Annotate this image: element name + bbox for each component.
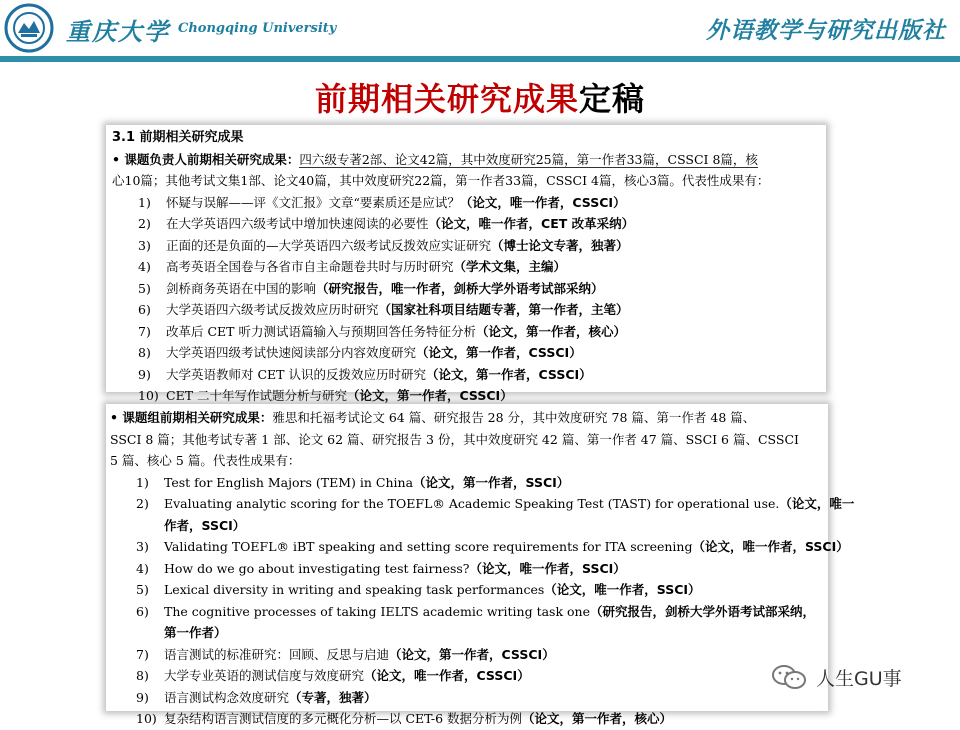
item-body <box>164 579 701 601</box>
item-body <box>166 192 626 214</box>
team-paragraph-line-2: SSCI 8 篇；其他考试专著 1 部、论文 62 篇、研究报告 3 份，其中效度研究 42 篇、第一作者 47 篇、SSCI 6 篇、CSSCI <box>110 431 799 447</box>
watermark-text: 人生GU事 <box>816 667 902 690</box>
list-item <box>110 536 849 558</box>
team-results-list <box>110 472 855 730</box>
list-item <box>112 342 826 364</box>
item-number: 5) <box>136 582 149 597</box>
item-meta: （专著，独著） <box>289 689 377 705</box>
section-heading: 3.1 前期相关研究成果 <box>112 130 244 145</box>
item-title: 改革后 CET 听力测试语篇输入与预期回答任务特征分析 <box>166 323 476 339</box>
item-title: How do we go about investigating test fairness? <box>164 560 470 576</box>
item-body <box>166 342 582 364</box>
lead-text-1: 四六级专著2部、论文42篇，其中效度研究25篇，第一作者33篇，CSSCI 8篇，核 <box>299 151 758 167</box>
header-accent-bar <box>0 56 960 62</box>
title-black-part: 定稿 <box>579 80 646 118</box>
item-title: 怀疑与误解——评《文汇报》文章“要素质还是应试？ <box>166 194 460 210</box>
lead-results-list <box>112 192 826 407</box>
item-body <box>166 256 566 278</box>
list-item <box>110 472 828 494</box>
item-body <box>166 299 629 321</box>
item-meta: （论文，第一作者，核心） <box>522 711 673 726</box>
item-meta: （论文，第一作者，CSSCI） <box>416 345 582 360</box>
item-meta: （论文，唯一作者，SSCI） <box>469 560 626 576</box>
item-meta: （论文，唯一作者，SSCI） <box>692 539 849 554</box>
item-body <box>164 472 569 494</box>
list-item <box>110 558 828 580</box>
slide-header <box>0 0 960 62</box>
team-results-panel <box>106 404 855 726</box>
list-item <box>112 321 826 343</box>
item-title: 大学英语四六级考试反拨效应历时研究 <box>166 302 379 317</box>
university-name-cn: 重庆大学 <box>66 17 170 46</box>
item-number: 4) <box>136 560 149 576</box>
lead-researcher-panel <box>106 125 826 403</box>
item-title: 大学英语四级考试快速阅读部分内容效度研究 <box>166 345 417 360</box>
item-title: 语言测试的标准研究：回顾、反思与启迪 <box>164 646 390 662</box>
wechat-watermark <box>770 664 902 690</box>
item-meta: （国家社科项目结题专著，第一作者，主笔） <box>378 302 629 317</box>
lead-paragraph-line-2: 心10篇；其他考试文集1部、论文40篇，其中效度研究22篇，第一作者33篇，CSSCI 4篇，核心3篇。代表性成果有： <box>112 173 770 188</box>
item-number: 5) <box>138 280 151 296</box>
university-name-en: Chongqing University <box>178 21 337 36</box>
item-title: Validating TOEFL® iBT speaking and setting score requirements for ITA screening <box>164 539 693 554</box>
list-item <box>112 235 826 257</box>
item-number: 2) <box>136 496 149 511</box>
lead-paragraph-line-1 <box>112 149 826 171</box>
item-title: Lexical diversity in writing and speaking task performances <box>164 582 545 597</box>
item-meta: （论文，唯一作者，CSSCI） <box>459 194 626 210</box>
item-body <box>166 235 629 257</box>
item-number: 6) <box>136 603 149 619</box>
item-number: 10) <box>138 388 159 403</box>
item-title: 大学专业英语的测试信度与效度研究 <box>164 668 365 683</box>
item-number: 1) <box>138 194 151 210</box>
item-meta: （研究报告，剑桥大学外语考试部采纳， <box>589 603 815 619</box>
item-title: 剑桥商务英语在中国的影响 <box>166 280 317 296</box>
item-body <box>164 644 555 666</box>
item-number: 10) <box>136 711 157 726</box>
item-body <box>166 213 634 235</box>
item-meta: （论文，第一作者，CSSCI） <box>425 366 592 382</box>
item-body <box>164 493 854 515</box>
team-lead-text-1: 雅思和托福考试论文 64 篇、研究报告 28 分，其中效度研究 78 篇、第一作者 48 篇、 <box>272 410 756 425</box>
list-item <box>112 192 826 214</box>
item-body <box>164 558 626 580</box>
item-title: 大学英语教师对 CET 认识的反拨效应历时研究 <box>166 366 426 382</box>
item-body <box>164 536 849 558</box>
item-title: 高考英语全国卷与各省市自主命题卷共时与历时研究 <box>166 259 454 274</box>
item-number: 8) <box>136 668 149 683</box>
item-meta: （论文，第一作者，核心） <box>475 323 626 339</box>
press-name: 外语教学与研究出版社 <box>706 17 946 44</box>
item-title: Test for English Majors (TEM) in China <box>164 474 414 490</box>
item-number: 8) <box>138 345 151 360</box>
list-item <box>112 278 826 300</box>
team-lead-label: • 课题组前期相关研究成果： <box>110 410 273 425</box>
item-number: 2) <box>138 216 151 231</box>
item-meta: （论文，唯一作者，CSSCI） <box>364 668 530 683</box>
item-title: 语言测试构念效度研究 <box>164 689 290 705</box>
item-number: 7) <box>138 323 151 339</box>
item-body <box>164 687 377 709</box>
list-item <box>110 687 828 709</box>
item-meta-continued: 作者，SSCI） <box>164 517 246 533</box>
lead-label: • 课题负责人前期相关研究成果： <box>112 151 300 167</box>
item-meta: （论文，唯一作者，CET 改革采纳） <box>428 216 635 231</box>
list-item <box>110 579 828 601</box>
item-body <box>164 665 530 687</box>
team-paragraph-line-1 <box>110 407 828 429</box>
item-number: 4) <box>138 259 151 274</box>
list-item <box>110 601 828 623</box>
item-title: 正面的还是负面的—大学英语四六级考试反拨效应实证研究 <box>166 237 492 253</box>
item-meta: （论文，第一作者，CSSCI） <box>389 646 555 662</box>
item-title: 复杂结构语言测试信度的多元概化分析—以 CET-6 数据分析为例 <box>164 711 523 726</box>
wechat-icon <box>770 664 810 690</box>
item-meta: （论文，唯一作者，SSCI） <box>544 582 701 597</box>
list-item <box>110 493 855 515</box>
item-body <box>166 278 604 300</box>
item-number: 9) <box>136 689 149 705</box>
item-number: 6) <box>138 302 151 317</box>
list-item <box>112 364 826 386</box>
university-logo-icon <box>4 3 54 53</box>
item-body <box>164 601 815 623</box>
item-number: 9) <box>138 366 151 382</box>
item-meta: （学术文集，主编） <box>453 259 567 274</box>
item-body <box>166 364 592 386</box>
item-number: 7) <box>136 646 149 662</box>
list-item <box>110 665 828 687</box>
item-title: CET 二十年写作试题分析与研究 <box>166 388 348 403</box>
item-meta: （论文，第一作者，CSSCI） <box>347 388 513 403</box>
item-meta-continued: 第一作者） <box>164 625 227 640</box>
item-number: 3) <box>136 539 149 554</box>
item-meta: （研究报告，唯一作者，剑桥大学外语考试部采纳） <box>316 280 604 296</box>
item-title: The cognitive processes of taking IELTS academic writing task one <box>164 603 590 619</box>
item-title: Evaluating analytic scoring for the TOEFL® Academic Speaking Test (TAST) for operational use. <box>164 496 780 511</box>
item-meta: （论文，唯一 <box>779 496 855 511</box>
item-meta: （博士论文专著，独著） <box>491 237 629 253</box>
title-red-part: 前期相关研究成果 <box>314 80 579 118</box>
slide-title <box>0 74 960 120</box>
list-item <box>110 708 828 730</box>
list-item <box>110 644 828 666</box>
item-number: 3) <box>138 237 151 253</box>
item-meta: （论文，第一作者，SSCI） <box>413 474 570 490</box>
list-item <box>112 299 826 321</box>
item-title: 在大学英语四六级考试中增加快速阅读的必要性 <box>166 216 429 231</box>
team-paragraph-line-3: 5 篇、核心 5 篇。代表性成果有： <box>110 453 301 468</box>
item-body <box>164 708 672 730</box>
item-number: 1) <box>136 474 149 490</box>
list-item <box>112 256 826 278</box>
item-body <box>166 321 626 343</box>
list-item <box>112 213 826 235</box>
